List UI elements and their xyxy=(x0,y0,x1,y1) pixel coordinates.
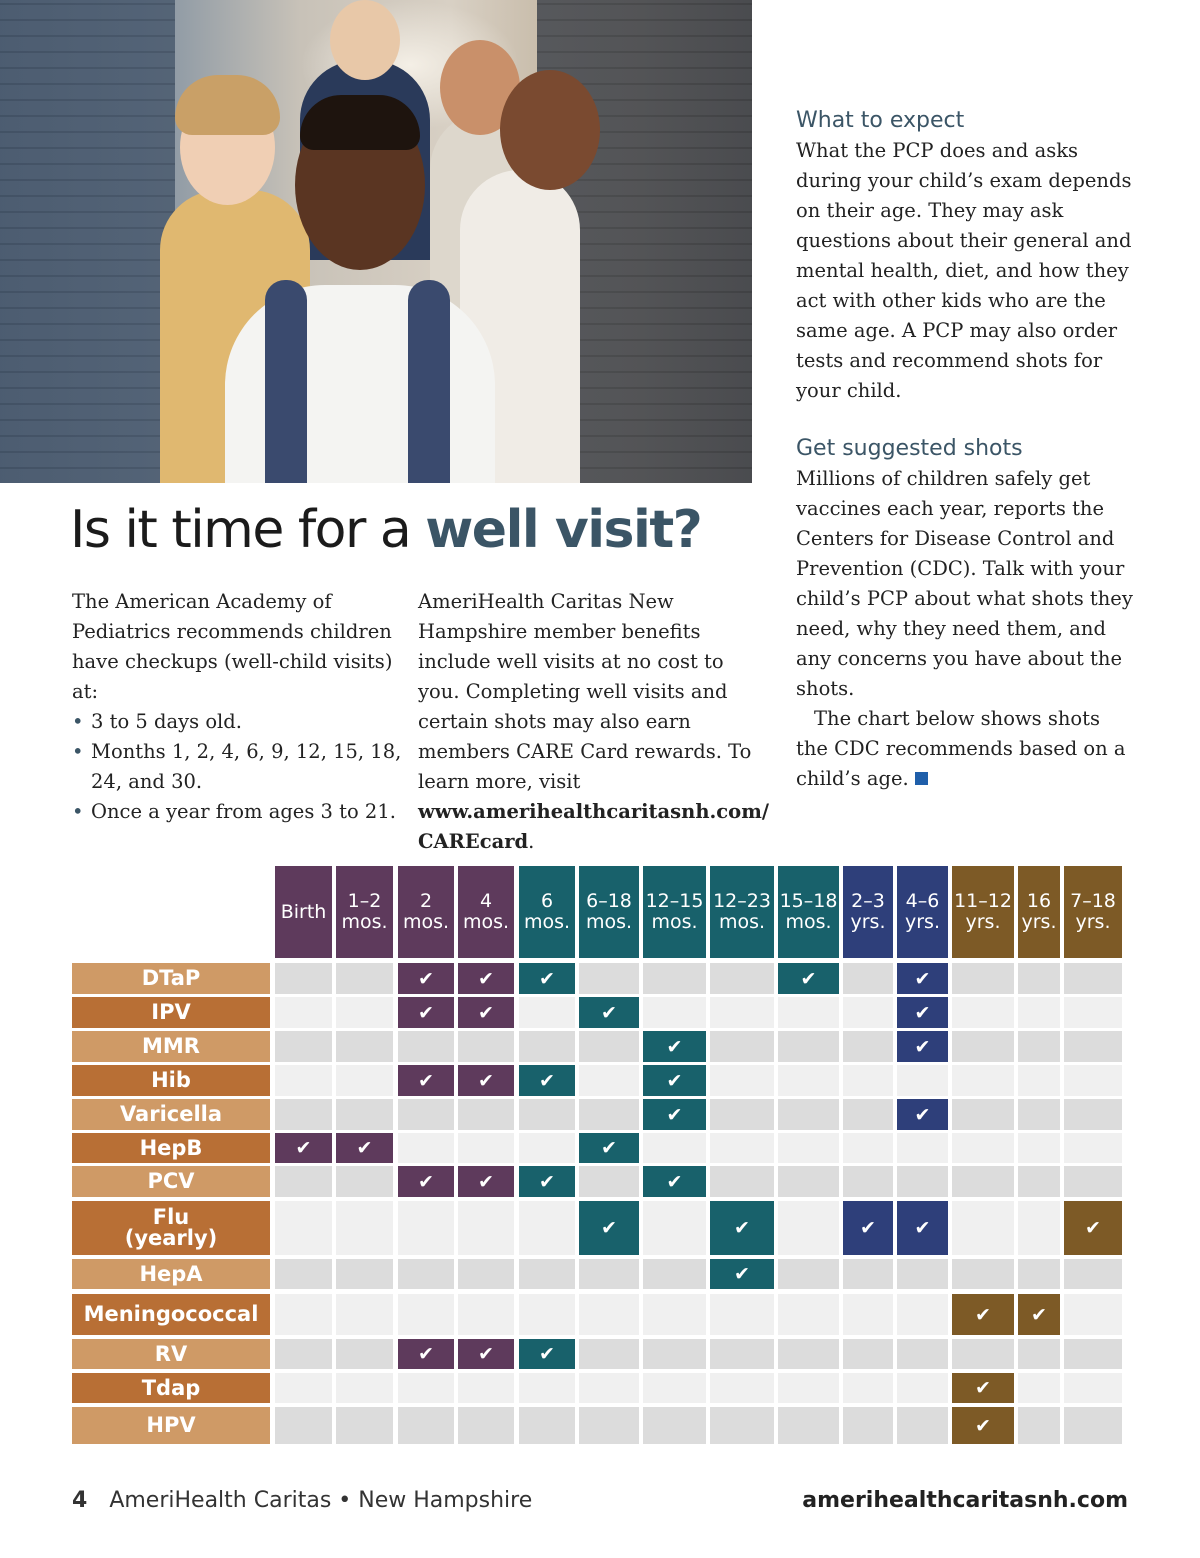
column-header-12 xyxy=(952,866,1014,958)
table-cell xyxy=(897,1259,948,1289)
table-cell xyxy=(1018,1373,1060,1403)
vaccine-label-hepa xyxy=(72,1259,270,1289)
table-cell xyxy=(398,1099,454,1130)
table-cell xyxy=(778,1031,839,1062)
check-icon: ✔ xyxy=(519,1339,575,1369)
table-cell xyxy=(336,997,393,1028)
table-cell xyxy=(897,1065,948,1096)
table-cell xyxy=(643,1133,706,1163)
table-cell xyxy=(336,1099,393,1130)
vaccine-name: Flu xyxy=(152,1205,190,1229)
photo-boy-front-hair xyxy=(300,95,420,150)
table-cell xyxy=(643,1201,706,1255)
table-cell xyxy=(778,1339,839,1369)
table-cell xyxy=(275,1201,332,1255)
table-cell xyxy=(519,1133,575,1163)
check-icon: ✔ xyxy=(1018,1294,1060,1335)
table-cell xyxy=(579,1259,639,1289)
vaccine-label-flu xyxy=(72,1201,270,1255)
table-cell xyxy=(275,1407,332,1444)
column-header-unit: mos. xyxy=(651,911,698,933)
table-cell xyxy=(952,1031,1014,1062)
column-header-1 xyxy=(275,866,332,958)
table-cell xyxy=(519,1099,575,1130)
table-cell xyxy=(336,1407,393,1444)
table-cell xyxy=(579,1339,639,1369)
column-header-unit: mos. xyxy=(402,911,450,933)
benefits-column xyxy=(418,587,768,857)
check-icon: ✔ xyxy=(275,1133,332,1163)
vaccine-name: PCV xyxy=(147,1169,195,1193)
table-cell xyxy=(710,1294,774,1335)
column-header-unit: yrs. xyxy=(850,911,886,933)
page-number: 4 xyxy=(72,1488,88,1513)
table-cell xyxy=(778,1133,839,1163)
column-header-4 xyxy=(458,866,514,958)
table-cell xyxy=(843,1259,893,1289)
table-cell xyxy=(275,1166,332,1197)
vaccine-name: MMR xyxy=(142,1034,200,1058)
column-header-unit: yrs. xyxy=(1075,911,1111,933)
table-cell xyxy=(458,1259,514,1289)
table-cell xyxy=(1064,1031,1122,1062)
table-cell xyxy=(897,1294,948,1335)
checkup-bullets xyxy=(72,707,408,827)
table-cell xyxy=(1018,1065,1060,1096)
check-icon: ✔ xyxy=(1064,1201,1122,1255)
check-icon: ✔ xyxy=(897,963,948,994)
page-title: Is it time for a well visit? xyxy=(70,500,702,560)
table-cell xyxy=(336,1259,393,1289)
table-cell xyxy=(843,1099,893,1130)
vaccine-label-ipv xyxy=(72,997,270,1028)
what-to-expect-heading: What to expect xyxy=(796,108,965,133)
table-cell xyxy=(1064,997,1122,1028)
footer-brand: AmeriHealth Caritas • New Hampshire xyxy=(109,1488,533,1513)
table-cell xyxy=(1064,963,1122,994)
table-cell xyxy=(398,1031,454,1062)
table-cell xyxy=(275,997,332,1028)
table-cell xyxy=(843,1373,893,1403)
column-header-unit: mos. xyxy=(585,911,633,933)
check-icon: ✔ xyxy=(897,997,948,1028)
table-cell xyxy=(1064,1259,1122,1289)
table-cell xyxy=(519,1259,575,1289)
table-cell xyxy=(275,1065,332,1096)
check-icon: ✔ xyxy=(398,1065,454,1096)
table-cell xyxy=(1018,1339,1060,1369)
table-cell xyxy=(275,1099,332,1130)
column-header-unit: mos. xyxy=(462,911,510,933)
column-header-age: 11–12 xyxy=(954,890,1012,912)
table-cell xyxy=(1064,1099,1122,1130)
table-cell xyxy=(458,1031,514,1062)
checkup-intro: The American Academy of Pediatrics recommends children have checkups (well-child visits) at: xyxy=(72,590,393,703)
column-header-age: 1–2 xyxy=(347,890,382,912)
table-cell xyxy=(710,1031,774,1062)
check-icon: ✔ xyxy=(398,997,454,1028)
vaccine-label-pcv xyxy=(72,1166,270,1197)
table-cell xyxy=(519,1373,575,1403)
check-icon: ✔ xyxy=(458,963,514,994)
table-cell xyxy=(710,1339,774,1369)
table-cell xyxy=(1018,1099,1060,1130)
table-cell xyxy=(897,1407,948,1444)
table-cell xyxy=(843,1339,893,1369)
column-header-9 xyxy=(778,866,839,958)
vaccine-label-hib xyxy=(72,1065,270,1096)
table-cell xyxy=(579,1373,639,1403)
column-header-8 xyxy=(710,866,774,958)
photo-backpack-strap-right xyxy=(408,280,450,483)
column-header-age: 6 xyxy=(540,890,554,912)
vaccine-name: DTaP xyxy=(141,966,201,990)
table-cell xyxy=(336,1339,393,1369)
column-header-unit: mos. xyxy=(341,911,388,933)
checkup-schedule-column xyxy=(72,587,408,827)
table-cell xyxy=(1064,1166,1122,1197)
table-cell xyxy=(952,1201,1014,1255)
list-item: • 3 to 5 days old. xyxy=(72,707,408,737)
suggested-shots-heading: Get suggested shots xyxy=(796,436,1023,461)
table-cell xyxy=(843,1407,893,1444)
table-cell xyxy=(952,1166,1014,1197)
benefits-text: AmeriHealth Caritas New Hampshire member benefits include well visits at no cost to you. Completing well visits and certain shots may also earn members CARE Card rewards. To learn more, visit www.amerihealthcaritasnh.com/ CAREcard. xyxy=(418,590,769,853)
table-cell xyxy=(952,997,1014,1028)
right-column xyxy=(796,106,1136,794)
table-cell xyxy=(643,1339,706,1369)
table-cell xyxy=(275,1294,332,1335)
column-header-age: Birth xyxy=(280,900,327,923)
end-mark-icon xyxy=(915,772,928,785)
column-header-age: 4 xyxy=(479,890,493,912)
check-icon: ✔ xyxy=(643,1031,706,1062)
table-cell xyxy=(275,1031,332,1062)
table-cell xyxy=(843,963,893,994)
check-icon: ✔ xyxy=(398,1339,454,1369)
check-icon: ✔ xyxy=(897,1099,948,1130)
table-cell xyxy=(843,1133,893,1163)
table-cell xyxy=(1018,1031,1060,1062)
table-cell xyxy=(336,1294,393,1335)
column-header-14 xyxy=(1064,866,1122,958)
table-cell xyxy=(843,1065,893,1096)
table-cell xyxy=(398,1201,454,1255)
check-icon: ✔ xyxy=(897,1201,948,1255)
table-cell xyxy=(336,1166,393,1197)
table-cell xyxy=(336,1065,393,1096)
table-cell xyxy=(579,1294,639,1335)
table-cell xyxy=(1018,1201,1060,1255)
table-cell xyxy=(1018,1133,1060,1163)
list-item: • Months 1, 2, 4, 6, 9, 12, 15, 18, 24, and 30. xyxy=(72,737,408,797)
vaccine-label-hepb xyxy=(72,1133,270,1163)
table-cell xyxy=(1018,963,1060,994)
check-icon: ✔ xyxy=(952,1294,1014,1335)
table-cell xyxy=(710,997,774,1028)
hero-photo-children xyxy=(0,0,752,483)
table-cell xyxy=(1064,1339,1122,1369)
table-cell xyxy=(710,1133,774,1163)
check-icon: ✔ xyxy=(643,1065,706,1096)
table-cell xyxy=(643,1294,706,1335)
table-cell xyxy=(843,1166,893,1197)
table-cell xyxy=(275,1373,332,1403)
table-cell xyxy=(579,1166,639,1197)
photo-girl-left-hair xyxy=(175,75,280,135)
column-header-age: 12–15 xyxy=(645,890,704,912)
check-icon: ✔ xyxy=(458,1166,514,1197)
vaccine-name: HepB xyxy=(139,1135,203,1160)
table-cell xyxy=(398,1133,454,1163)
table-cell xyxy=(1064,1133,1122,1163)
table-cell xyxy=(843,1031,893,1062)
vaccine-label-dtap xyxy=(72,963,270,994)
table-cell xyxy=(1064,1294,1122,1335)
check-icon: ✔ xyxy=(398,1166,454,1197)
table-cell xyxy=(710,1373,774,1403)
photo-brick-wall xyxy=(0,0,175,483)
carecard-link[interactable]: www.amerihealthcaritasnh.com/ CAREcard xyxy=(418,800,769,853)
table-cell xyxy=(952,1339,1014,1369)
table-cell xyxy=(519,1031,575,1062)
check-icon: ✔ xyxy=(458,1065,514,1096)
column-header-unit: yrs. xyxy=(965,911,1001,933)
vaccine-name: Tdap xyxy=(141,1375,201,1400)
table-cell xyxy=(952,1259,1014,1289)
table-cell xyxy=(843,997,893,1028)
column-header-age: 2–3 xyxy=(851,890,885,912)
column-header-unit: mos. xyxy=(785,911,832,933)
table-cell xyxy=(778,1099,839,1130)
table-cell xyxy=(1018,1259,1060,1289)
table-cell xyxy=(952,1099,1014,1130)
table-cell xyxy=(458,1133,514,1163)
check-icon: ✔ xyxy=(778,963,839,994)
check-icon: ✔ xyxy=(897,1031,948,1062)
list-item: • Once a year from ages 3 to 21. xyxy=(72,797,408,827)
column-header-age: 6–18 xyxy=(586,890,632,912)
table-cell xyxy=(643,997,706,1028)
table-cell xyxy=(778,1259,839,1289)
table-cell xyxy=(398,1373,454,1403)
table-cell xyxy=(1018,997,1060,1028)
table-cell xyxy=(778,997,839,1028)
column-header-7 xyxy=(643,866,706,958)
table-cell xyxy=(897,1339,948,1369)
check-icon: ✔ xyxy=(519,963,575,994)
column-header-10 xyxy=(843,866,893,958)
check-icon: ✔ xyxy=(710,1259,774,1289)
table-cell xyxy=(398,1294,454,1335)
vaccine-label-meningococcal xyxy=(72,1294,270,1335)
column-header-age: 15–18 xyxy=(779,890,838,912)
check-icon: ✔ xyxy=(643,1099,706,1130)
vaccine-name: Varicella xyxy=(119,1102,223,1126)
table-cell xyxy=(897,1373,948,1403)
table-cell xyxy=(710,1065,774,1096)
table-cell xyxy=(710,1166,774,1197)
suggested-shots-body: Millions of children safely get vaccines each year, reports the Centers for Disease Control and Prevention (CDC). Talk with your child’s PCP about what shots they need, why they need them, and any concerns you have about the shots. xyxy=(796,467,1133,700)
table-cell xyxy=(1064,1065,1122,1096)
table-cell xyxy=(275,1339,332,1369)
table-cell xyxy=(778,1166,839,1197)
table-cell xyxy=(336,1031,393,1062)
table-cell xyxy=(579,1031,639,1062)
footer-left xyxy=(72,1488,532,1513)
column-header-2 xyxy=(336,866,393,958)
table-cell xyxy=(458,1407,514,1444)
check-icon: ✔ xyxy=(579,997,639,1028)
table-cell xyxy=(710,1407,774,1444)
column-header-6 xyxy=(579,866,639,958)
check-icon: ✔ xyxy=(710,1201,774,1255)
check-icon: ✔ xyxy=(579,1133,639,1163)
table-cell xyxy=(579,963,639,994)
check-icon: ✔ xyxy=(398,963,454,994)
table-cell xyxy=(1018,1407,1060,1444)
table-cell xyxy=(952,1133,1014,1163)
column-header-11 xyxy=(897,866,948,958)
check-icon: ✔ xyxy=(643,1166,706,1197)
table-cell xyxy=(643,1373,706,1403)
table-cell xyxy=(778,1407,839,1444)
table-cell xyxy=(579,1065,639,1096)
table-cell xyxy=(336,1201,393,1255)
vaccine-name: (yearly) xyxy=(124,1226,218,1250)
column-header-age: 12–23 xyxy=(713,890,771,912)
vaccine-name: HepA xyxy=(139,1261,203,1286)
check-icon: ✔ xyxy=(519,1166,575,1197)
table-cell xyxy=(519,997,575,1028)
vaccine-label-hpv xyxy=(72,1407,270,1444)
column-header-age: 7–18 xyxy=(1070,890,1116,912)
table-cell xyxy=(643,1259,706,1289)
table-cell xyxy=(458,1201,514,1255)
table-cell xyxy=(778,1373,839,1403)
table-cell xyxy=(336,963,393,994)
table-cell xyxy=(643,963,706,994)
table-cell xyxy=(843,1294,893,1335)
what-to-expect-body: What the PCP does and asks during your child’s exam depends on their age. They may ask questions about their general and mental health, diet, and how they act with other kids who are the same age. A PCP may also order tests and recommend shots for your child. xyxy=(796,139,1132,402)
photo-child-back-head xyxy=(330,0,400,80)
vaccine-label-varicella xyxy=(72,1099,270,1130)
column-header-13 xyxy=(1018,866,1060,958)
check-icon: ✔ xyxy=(458,997,514,1028)
table-cell xyxy=(458,1099,514,1130)
table-cell xyxy=(519,1294,575,1335)
table-cell xyxy=(952,963,1014,994)
table-cell xyxy=(1064,1407,1122,1444)
check-icon: ✔ xyxy=(519,1065,575,1096)
table-cell xyxy=(1018,1166,1060,1197)
check-icon: ✔ xyxy=(579,1201,639,1255)
column-header-age: 16 xyxy=(1026,890,1052,912)
table-cell xyxy=(458,1294,514,1335)
column-header-unit: mos. xyxy=(718,911,766,933)
photo-backpack-strap-left xyxy=(265,280,307,483)
column-header-unit: mos. xyxy=(523,911,571,933)
table-cell xyxy=(897,1166,948,1197)
column-header-unit: yrs. xyxy=(1021,911,1057,933)
table-cell xyxy=(336,1373,393,1403)
vaccine-name: HPV xyxy=(146,1413,196,1437)
column-header-age: 4–6 xyxy=(905,890,940,912)
table-cell xyxy=(398,1259,454,1289)
table-cell xyxy=(778,1294,839,1335)
table-cell xyxy=(1064,1373,1122,1403)
table-cell xyxy=(275,963,332,994)
vaccine-name: Meningococcal xyxy=(83,1302,259,1326)
table-cell xyxy=(458,1373,514,1403)
table-cell xyxy=(897,1133,948,1163)
check-icon: ✔ xyxy=(458,1339,514,1369)
check-icon: ✔ xyxy=(843,1201,893,1255)
suggested-shots-body-2: The chart below shows shots the CDC recommends based on a child’s age. xyxy=(796,707,1126,790)
vaccine-name: RV xyxy=(154,1341,188,1366)
vaccine-name: Hib xyxy=(151,1068,191,1092)
table-cell xyxy=(519,1201,575,1255)
column-header-age: 2 xyxy=(419,890,433,912)
table-cell xyxy=(275,1259,332,1289)
photo-girl-right-head xyxy=(500,70,600,190)
column-header-3 xyxy=(398,866,454,958)
table-cell xyxy=(778,1201,839,1255)
table-cell xyxy=(952,1065,1014,1096)
check-icon: ✔ xyxy=(336,1133,393,1163)
vaccine-label-tdap xyxy=(72,1373,270,1403)
vaccine-label-mmr xyxy=(72,1031,270,1062)
footer-url[interactable]: amerihealthcaritasnh.com xyxy=(802,1488,1128,1513)
check-icon: ✔ xyxy=(952,1407,1014,1444)
table-cell xyxy=(579,1099,639,1130)
table-cell xyxy=(710,963,774,994)
table-cell xyxy=(710,1099,774,1130)
vaccine-name: IPV xyxy=(151,1000,191,1024)
column-header-5 xyxy=(519,866,575,958)
table-cell xyxy=(778,1065,839,1096)
table-cell xyxy=(519,1407,575,1444)
vaccine-label-rv xyxy=(72,1339,270,1369)
check-icon: ✔ xyxy=(952,1373,1014,1403)
table-cell xyxy=(643,1407,706,1444)
column-header-unit: yrs. xyxy=(905,911,940,933)
table-cell xyxy=(579,1407,639,1444)
table-cell xyxy=(398,1407,454,1444)
